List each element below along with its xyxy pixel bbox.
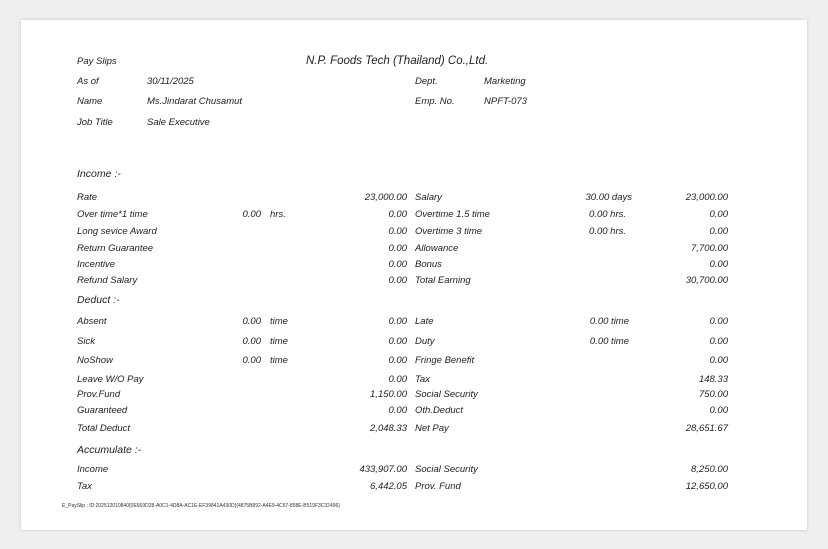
total-deduct-label: Total Deduct	[77, 423, 130, 434]
refund-label: Refund Salary	[77, 275, 138, 286]
emp-no-value: NPFT-073	[484, 96, 527, 107]
tax-value: 148.33	[698, 374, 728, 385]
fringe-label: Fringe Benefit	[415, 355, 475, 366]
ot1-label: Over time*1 time	[77, 209, 148, 220]
guarantee-label: Return Guarantee	[77, 243, 154, 254]
ot15-value: 0.00	[709, 209, 728, 220]
bonus-label: Bonus	[415, 259, 442, 270]
sick-unit: time	[270, 336, 288, 347]
emp-no-label: Emp. No.	[415, 96, 455, 107]
allowance-label: Allowance	[415, 243, 459, 254]
noshow-qty: 0.00	[242, 355, 261, 366]
sick-value: 0.00	[388, 336, 407, 347]
award-value: 0.00	[388, 226, 407, 237]
duty-qty: 0.00 time	[589, 336, 629, 347]
deduct-heading: Deduct :-	[77, 294, 120, 306]
refund-value: 0.00	[388, 275, 407, 286]
payslip-page	[21, 20, 807, 530]
acc-income-value: 433,907.00	[359, 464, 407, 475]
acc-ss-label: Social Security	[415, 464, 478, 475]
guarantee-value: 0.00	[388, 243, 407, 254]
incentive-value: 0.00	[388, 259, 407, 270]
as-of-value: 30/11/2025	[147, 76, 194, 87]
doc-title: Pay Slips	[77, 56, 117, 67]
absent-unit: time	[270, 316, 288, 327]
job-title-value: Sale Executive	[147, 117, 210, 128]
accumulate-heading: Accumulate :-	[77, 444, 142, 456]
name-label: Name	[77, 96, 103, 107]
social-security-label: Social Security	[415, 389, 478, 400]
ot1-qty: 0.00	[242, 209, 261, 220]
ot3-value: 0.00	[709, 226, 728, 237]
salary-label: Salary	[415, 192, 442, 203]
incentive-label: Incentive	[77, 259, 116, 270]
guaranteed-value: 0.00	[388, 405, 407, 416]
rate-value: 23,000.00	[364, 192, 407, 203]
acc-tax-value: 6,442.05	[370, 481, 407, 492]
allowance-value: 7,700.00	[691, 243, 728, 254]
leave-value: 0.00	[388, 374, 407, 385]
noshow-unit: time	[270, 355, 288, 366]
salary-value: 23,000.00	[685, 192, 728, 203]
acc-pf-label: Prov. Fund	[415, 481, 461, 492]
acc-tax-label: Tax	[77, 481, 92, 492]
absent-label: Absent	[77, 316, 107, 327]
company-name: N.P. Foods Tech (Thailand) Co.,Ltd.	[306, 55, 489, 67]
provfund-value: 1,150.00	[370, 389, 407, 400]
late-value: 0.00	[709, 316, 728, 327]
name-value: Ms.Jindarat Chusamut	[147, 96, 243, 107]
guaranteed-label: Guaranteed	[77, 405, 128, 416]
award-label: Long sevice Award	[77, 226, 157, 237]
sick-label: Sick	[77, 336, 95, 347]
ot1-unit: hrs.	[270, 209, 286, 220]
job-title-label: Job Title	[77, 117, 113, 128]
duty-value: 0.00	[709, 336, 728, 347]
ot3-label: Overtime 3 time	[415, 226, 483, 237]
provfund-label: Prov.Fund	[77, 389, 121, 400]
noshow-value: 0.00	[388, 355, 407, 366]
absent-value: 0.00	[388, 316, 407, 327]
oth-deduct-label: Oth.Deduct	[415, 405, 464, 416]
total-deduct-value: 2,048.33	[370, 423, 407, 434]
as-of-label: As of	[77, 76, 99, 87]
duty-label: Duty	[415, 336, 435, 347]
dept-label: Dept.	[415, 76, 438, 87]
sick-qty: 0.00	[242, 336, 261, 347]
bonus-value: 0.00	[709, 259, 728, 270]
acc-ss-value: 8,250.00	[691, 464, 728, 475]
dept-value: Marketing	[484, 76, 526, 87]
rate-label: Rate	[77, 192, 98, 203]
oth-deduct-value: 0.00	[709, 405, 728, 416]
net-pay-value: 28,651.67	[685, 423, 728, 434]
total-earning-label: Total Earning	[415, 275, 471, 286]
ot15-qty: 0.00 hrs.	[589, 209, 626, 220]
ot3-qty: 0.00 hrs.	[589, 226, 626, 237]
payslip-id-footer: E_PaySlip : ID:202512010840{0E669D28-A0C1-4D8A-AC1E-EF39841A430D}{4875B892-A4E9-4C67-858E-B519F3C32496}	[62, 503, 340, 509]
income-heading: Income :-	[77, 168, 121, 180]
late-qty: 0.00 time	[589, 316, 629, 327]
ot1-value: 0.00	[388, 209, 407, 220]
tax-label: Tax	[415, 374, 430, 385]
ot15-label: Overtime 1.5 time	[415, 209, 490, 220]
salary-qty: 30.00 days	[585, 192, 632, 203]
leave-label: Leave W/O Pay	[77, 374, 144, 385]
total-earning-value: 30,700.00	[685, 275, 728, 286]
net-pay-label: Net Pay	[415, 423, 449, 434]
social-security-value: 750.00	[698, 389, 728, 400]
acc-pf-value: 12,650.00	[685, 481, 728, 492]
fringe-value: 0.00	[709, 355, 728, 366]
acc-income-label: Income	[77, 464, 109, 475]
noshow-label: NoShow	[77, 355, 113, 366]
absent-qty: 0.00	[242, 316, 261, 327]
late-label: Late	[415, 316, 434, 327]
